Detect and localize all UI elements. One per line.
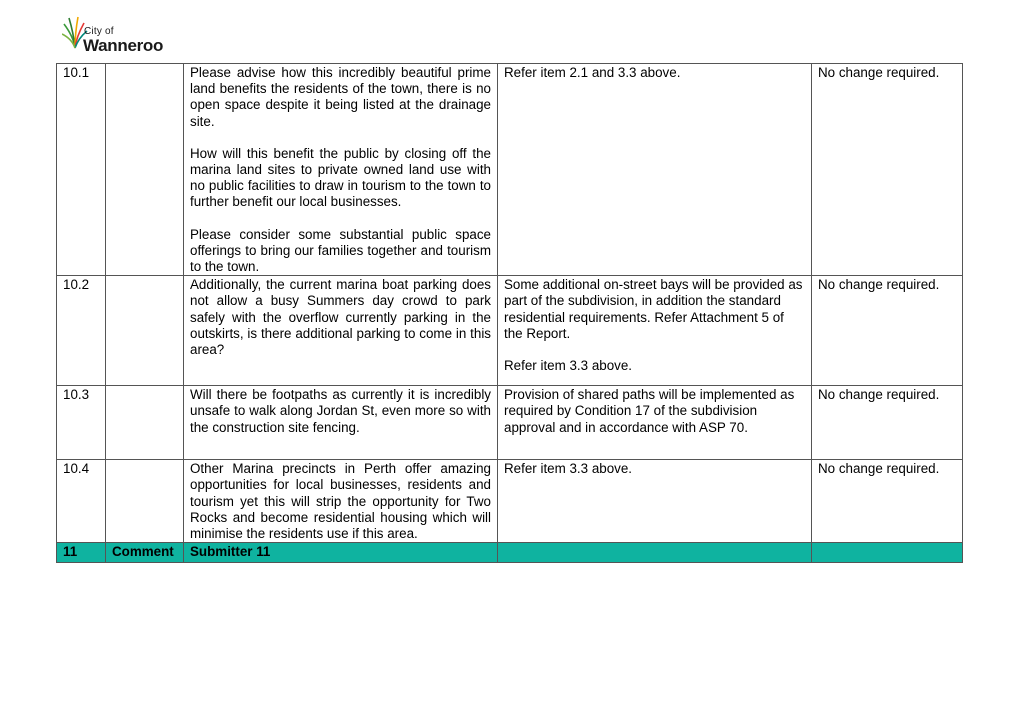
comment-paragraph: Please advise how this incredibly beautiful prime land benefits the residents of the town, there is no open space despite it being listed at the drainage site. [190, 65, 491, 129]
table-row [57, 386, 963, 460]
submitter-number: 11 [57, 543, 106, 563]
row-type [106, 386, 184, 460]
response-paragraph: Provision of shared paths will be implemented as required by Condition 17 of the subdivision approval and in accordance with ASP 70. [504, 387, 795, 435]
response-cell [498, 64, 812, 276]
logo-city-of-text: City of [84, 26, 114, 37]
response-paragraph: Refer item 2.1 and 3.3 above. [504, 65, 681, 80]
row-type [106, 460, 184, 543]
response-paragraph: Refer item 3.3 above. [504, 358, 633, 374]
row-number: 10.2 [57, 276, 106, 386]
row-number: 10.3 [57, 386, 106, 460]
comment-cell [184, 386, 498, 460]
comment-paragraph: How will this benefit the public by closing off the marina land sites to private owned land use with no public facilities to draw in tourism to the town to further benefit our local businesses. [190, 145, 491, 210]
comment-paragraph: Other Marina precincts in Perth offer amazing opportunities for local businesses, residents and tourism yet this will strip the opportunity for Two Rocks and become residential housing which will minimise the residents use if this area. [190, 461, 491, 542]
comment-paragraph: Will there be footpaths as currently it is incredibly unsafe to walk along Jordan St, even more so with the construction site fencing. [190, 387, 491, 435]
comment-cell [184, 276, 498, 386]
outcome-cell: No change required. [812, 64, 963, 276]
row-number: 10.1 [57, 64, 106, 276]
empty-cell [498, 543, 812, 563]
row-type [106, 276, 184, 386]
logo-wanneroo-text: Wanneroo [83, 36, 164, 55]
comment-paragraph: Please consider some substantial public space offerings to bring our families together and tourism to the town. [190, 226, 491, 275]
row-type [106, 64, 184, 276]
outcome-cell: No change required. [812, 386, 963, 460]
table-row [57, 64, 963, 276]
empty-cell [812, 543, 963, 563]
comment-cell [184, 64, 498, 276]
response-cell [498, 386, 812, 460]
response-paragraph: Refer item 3.3 above. [504, 461, 633, 477]
outcome-cell: No change required. [812, 460, 963, 543]
comment-cell [184, 460, 498, 543]
submissions-table [56, 63, 963, 563]
response-cell [498, 460, 812, 543]
table-row [57, 276, 963, 386]
row-number: 10.4 [57, 460, 106, 543]
submitter-type-label: Comment [106, 543, 184, 563]
response-cell [498, 276, 812, 386]
response-paragraph: Some additional on-street bays will be provided as part of the subdivision, in addition the standard residential requirements. Refer Attachment 5 of the Report. [504, 277, 803, 341]
submitter-header-row [57, 543, 963, 563]
table-row [57, 460, 963, 543]
submitter-label: Submitter 11 [184, 543, 498, 563]
outcome-cell: No change required. [812, 276, 963, 386]
comment-paragraph: Additionally, the current marina boat parking does not allow a busy Summers day crowd to park safely with the overflow currently parking in the outskirts, is there additional parking to come in this area? [190, 277, 491, 358]
city-of-wanneroo-logo [62, 14, 172, 54]
